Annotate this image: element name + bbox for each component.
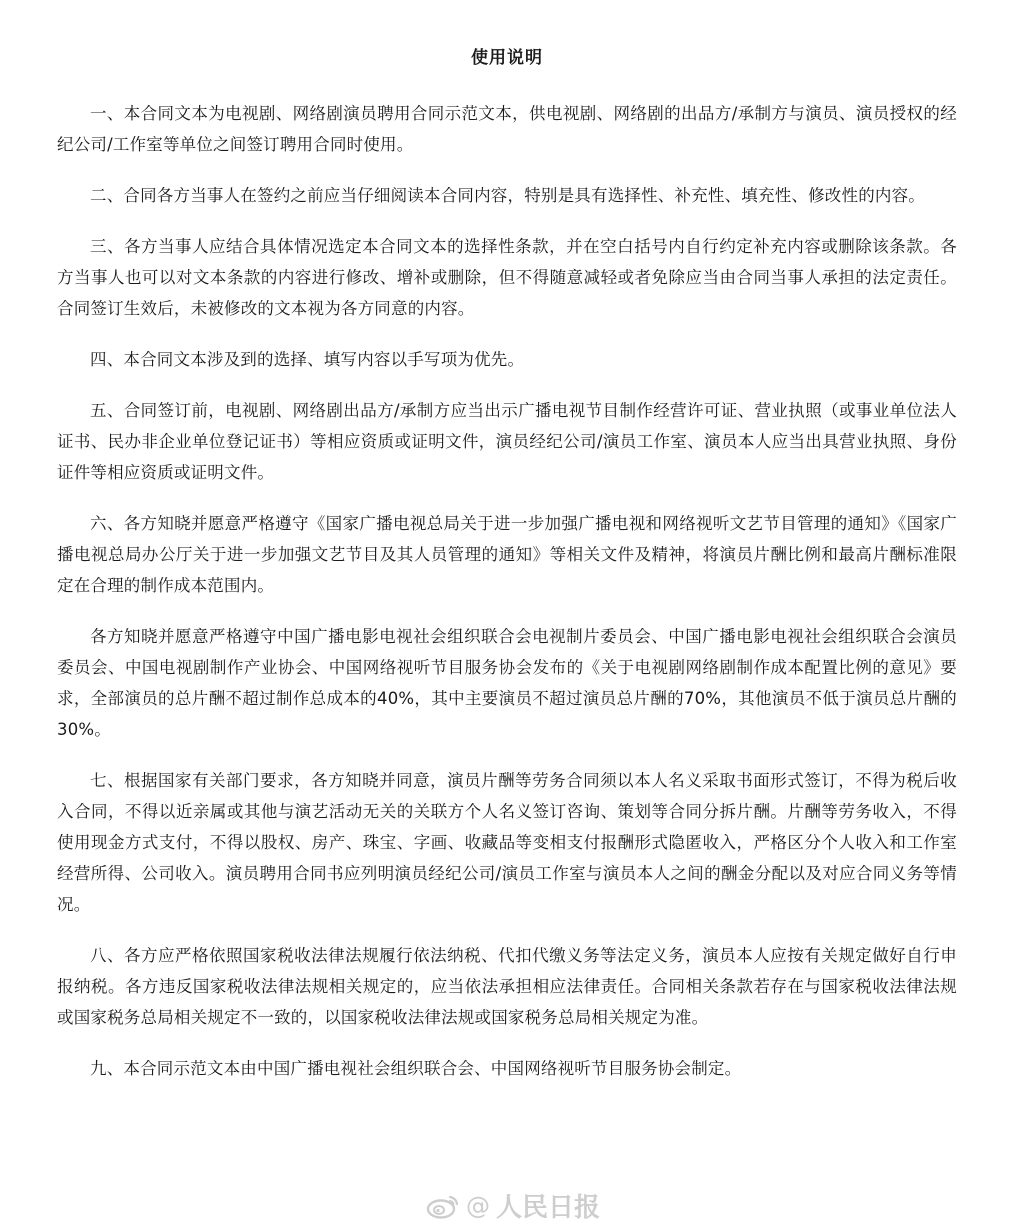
paragraph-5: 五、合同签订前，电视剧、网络剧出品方/承制方应当出示广播电视节目制作经营许可证、营业执照（或事业单位法人证书、民办非企业单位登记证书）等相应资质或证明文件，演员经纪公司/演员工作室、演员本人应当出具营业执照、身份证件等相应资质或证明文件。 xyxy=(57,401,957,482)
document-title: 使用说明 xyxy=(471,48,543,68)
paragraph-6-continued: 各方知晓并愿意严格遵守中国广播电影电视社会组织联合会电视制片委员会、中国广播电影电视社会组织联合会演员委员会、中国电视剧制作产业协会、中国网络视听节目服务协会发布的《关于电视剧网络剧制作成本配置比例的意见》要求，全部演员的总片酬不超过制作总成本的40%，其中主要演员不超过演员总片酬的70%，其他演员不低于演员总片酬的30%。 xyxy=(57,627,957,739)
watermark-text: 人民日报 xyxy=(495,1193,600,1223)
paragraph-4: 四、本合同文本涉及到的选择、填写内容以手写项为优先。 xyxy=(90,350,525,369)
paragraph-1: 一、本合同文本为电视剧、网络剧演员聘用合同示范文本，供电视剧、网络剧的出品方/承制方与演员、演员授权的经纪公司/工作室等单位之间签订聘用合同时使用。 xyxy=(57,104,957,154)
paragraph-8: 八、各方应严格依照国家税收法律法规履行依法纳税、代扣代缴义务等法定义务，演员本人应按有关规定做好自行申报纳税。各方违反国家税收法律法规相关规定的，应当依法承担相应法律责任。合同相关条款若存在与国家税收法律法规或国家税务总局相关规定不一致的，以国家税收法律法规或国家税务总局相关规定为准。 xyxy=(57,946,957,1027)
paragraph-9: 九、本合同示范文本由中国广播电视社会组织联合会、中国网络视听节目服务协会制定。 xyxy=(90,1059,742,1078)
paragraph-3: 三、各方当事人应结合具体情况选定本合同文本的选择性条款，并在空白括号内自行约定补充内容或删除该条款。各方当事人也可以对文本条款的内容进行修改、增补或删除，但不得随意减轻或者免除应当由合同当事人承担的法定责任。合同签订生效后，未被修改的文本视为各方同意的内容。 xyxy=(57,237,957,318)
weibo-logo-icon xyxy=(426,1193,460,1219)
paragraph-2: 二、合同各方当事人在签约之前应当仔细阅读本合同内容，特别是具有选择性、补充性、填充性、修改性的内容。 xyxy=(90,186,925,205)
document xyxy=(57,44,957,1104)
watermark xyxy=(426,1187,600,1224)
watermark-at: @ xyxy=(465,1191,490,1220)
paragraph-6: 六、各方知晓并愿意严格遵守《国家广播电视总局关于进一步加强广播电视和网络视听文艺节目管理的通知》《国家广播电视总局办公厅关于进一步加强文艺节目及其人员管理的通知》等相关文件及精神，将演员片酬比例和最高片酬标准限定在合理的制作成本范围内。 xyxy=(57,514,957,595)
paragraph-7: 七、根据国家有关部门要求，各方知晓并同意，演员片酬等劳务合同须以本人名义采取书面形式签订，不得为税后收入合同，不得以近亲属或其他与演艺活动无关的关联方个人名义签订咨询、策划等合同分拆片酬。片酬等劳务收入，不得使用现金方式支付，不得以股权、房产、珠宝、字画、收藏品等变相支付报酬形式隐匿收入，严格区分个人收入和工作室经营所得、公司收入。演员聘用合同书应列明演员经纪公司/演员工作室与演员本人之间的酬金分配以及对应合同义务等情况。 xyxy=(57,771,957,914)
